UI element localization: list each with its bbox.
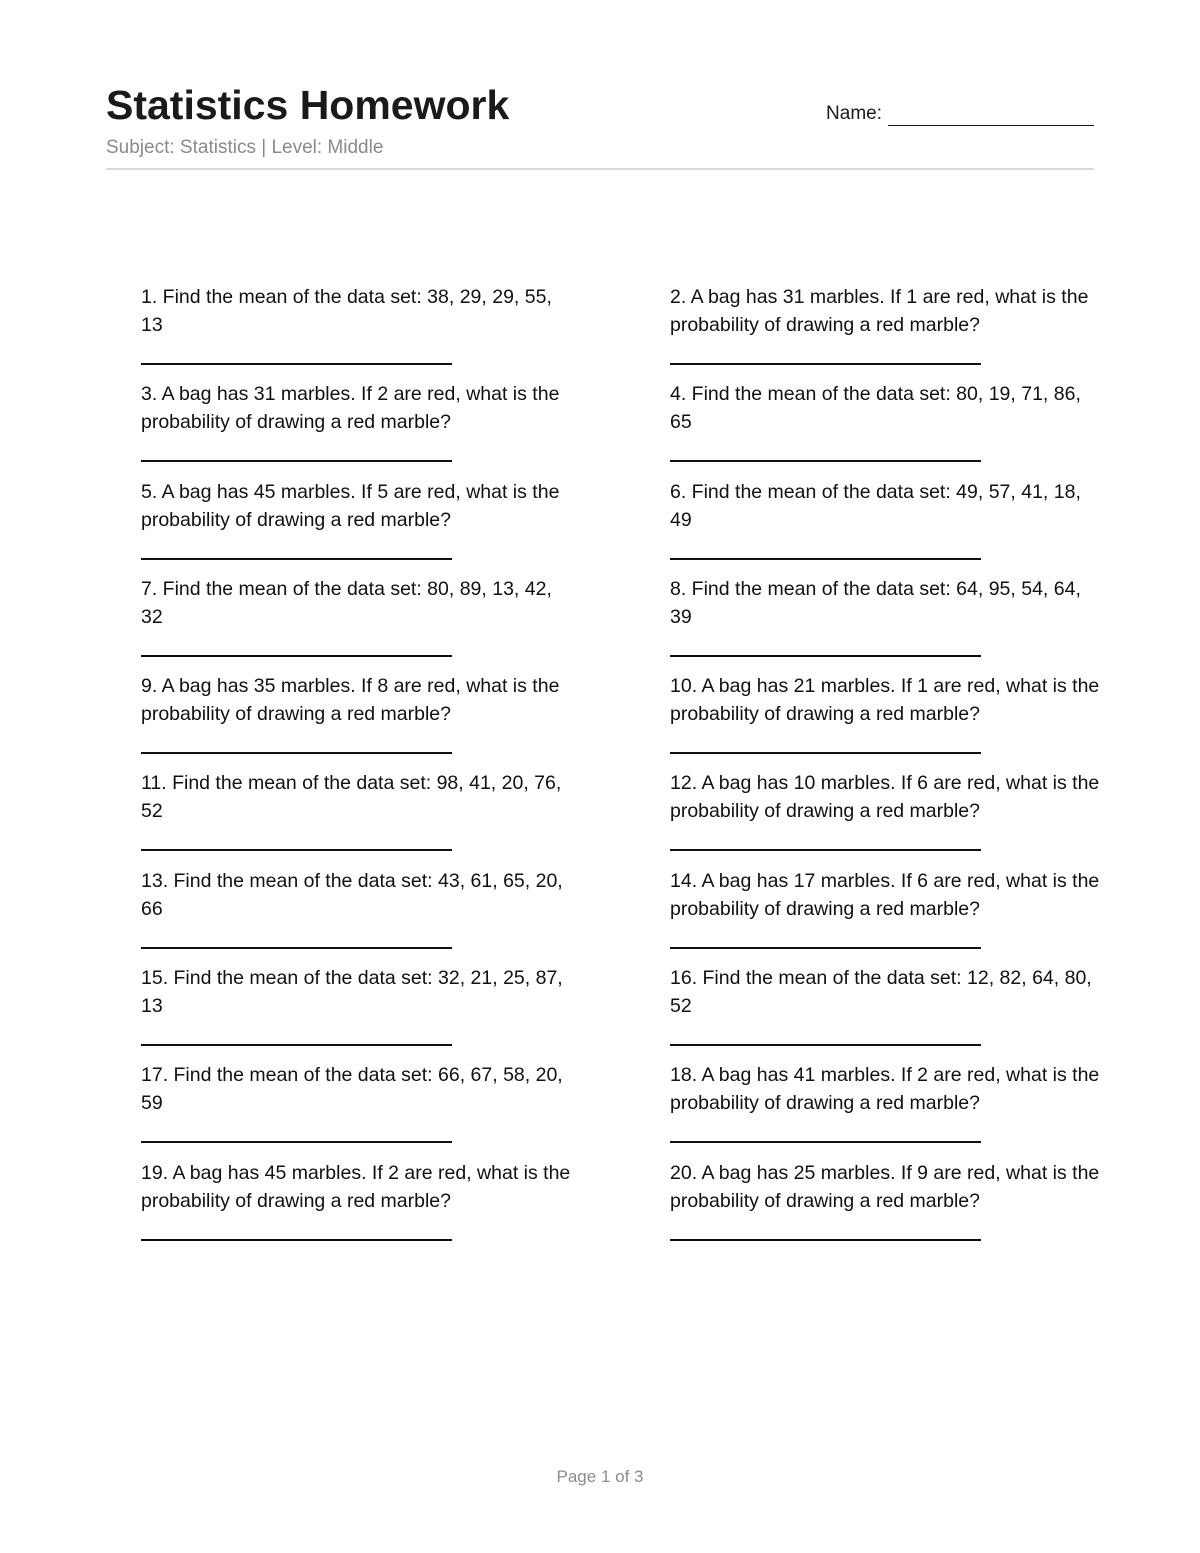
- question-item: [141, 867, 670, 964]
- answer-line[interactable]: [670, 947, 981, 949]
- page-title: Statistics Homework: [106, 82, 510, 128]
- question-grid: [141, 283, 1101, 1256]
- question-text: 17. Find the mean of the data set: 66, 67, 58, 20, 59: [141, 1064, 563, 1115]
- answer-line[interactable]: [141, 363, 452, 365]
- answer-line[interactable]: [141, 558, 452, 560]
- answer-line[interactable]: [141, 1141, 452, 1143]
- answer-line[interactable]: [670, 558, 981, 560]
- worksheet-header: [106, 80, 1094, 170]
- question-item: [670, 964, 1101, 1061]
- question-text: 11. Find the mean of the data set: 98, 41, 20, 76, 52: [141, 772, 562, 823]
- question-item: [670, 672, 1101, 769]
- question-text: 15. Find the mean of the data set: 32, 21, 25, 87, 13: [141, 967, 563, 1018]
- question-item: [141, 1061, 670, 1158]
- page-subtitle: Subject: Statistics | Level: Middle: [106, 137, 384, 158]
- answer-line[interactable]: [141, 849, 452, 851]
- question-item: [670, 283, 1101, 380]
- answer-line[interactable]: [670, 1239, 981, 1241]
- question-text: 20. A bag has 25 marbles. If 9 are red, what is the probability of drawing a red marble?: [670, 1161, 1100, 1212]
- question-item: [670, 380, 1101, 477]
- answer-line[interactable]: [141, 655, 452, 657]
- question-text: 7. Find the mean of the data set: 80, 89, 13, 42, 32: [141, 577, 552, 628]
- answer-line[interactable]: [141, 947, 452, 949]
- page-number: Page 1 of 3: [556, 1467, 644, 1486]
- question-item: [141, 575, 670, 672]
- question-item: [141, 769, 670, 866]
- question-item: [141, 283, 670, 380]
- question-item: [670, 769, 1101, 866]
- answer-line[interactable]: [670, 752, 981, 754]
- question-item: [670, 867, 1101, 964]
- question-text: 2. A bag has 31 marbles. If 1 are red, what is the probability of drawing a red marble?: [670, 286, 1089, 336]
- answer-line[interactable]: [670, 849, 981, 851]
- question-item: [670, 575, 1101, 672]
- question-text: 13. Find the mean of the data set: 43, 61, 65, 20, 66: [141, 869, 563, 920]
- answer-line[interactable]: [141, 1239, 452, 1241]
- answer-line[interactable]: [670, 363, 981, 365]
- question-text: 3. A bag has 31 marbles. If 2 are red, what is the probability of drawing a red marble?: [141, 383, 560, 434]
- name-blank-line[interactable]: [888, 105, 1094, 126]
- question-text: 10. A bag has 21 marbles. If 1 are red, what is the probability of drawing a red marble?: [670, 675, 1100, 726]
- answer-line[interactable]: [141, 752, 452, 754]
- question-item: [670, 1061, 1101, 1158]
- answer-line[interactable]: [670, 1141, 981, 1143]
- answer-line[interactable]: [670, 460, 981, 462]
- question-text: 6. Find the mean of the data set: 49, 57, 41, 18, 49: [670, 480, 1081, 531]
- question-text: 19. A bag has 45 marbles. If 2 are red, what is the probability of drawing a red marble?: [141, 1161, 571, 1212]
- name-label: Name:: [826, 103, 882, 124]
- answer-line[interactable]: [670, 655, 981, 657]
- question-text: 12. A bag has 10 marbles. If 6 are red, what is the probability of drawing a red marble?: [670, 772, 1100, 823]
- question-item: [141, 1159, 670, 1256]
- name-field-group: [826, 102, 1094, 126]
- question-text: 8. Find the mean of the data set: 64, 95, 54, 64, 39: [670, 577, 1081, 628]
- question-text: 16. Find the mean of the data set: 12, 82, 64, 80, 52: [670, 967, 1092, 1018]
- answer-line[interactable]: [141, 1044, 452, 1046]
- question-text: 5. A bag has 45 marbles. If 5 are red, what is the probability of drawing a red marble?: [141, 480, 560, 531]
- answer-line[interactable]: [141, 460, 452, 462]
- question-text: 9. A bag has 35 marbles. If 8 are red, what is the probability of drawing a red marble?: [141, 675, 560, 726]
- question-text: 1. Find the mean of the data set: 38, 29, 29, 55, 13: [141, 286, 552, 336]
- question-item: [670, 1159, 1101, 1256]
- answer-line[interactable]: [670, 1044, 981, 1046]
- question-item: [141, 380, 670, 477]
- question-item: [141, 478, 670, 575]
- question-item: [141, 964, 670, 1061]
- question-item: [141, 672, 670, 769]
- question-text: 4. Find the mean of the data set: 80, 19, 71, 86, 65: [670, 383, 1081, 434]
- question-text: 18. A bag has 41 marbles. If 2 are red, what is the probability of drawing a red marble?: [670, 1064, 1100, 1115]
- question-text: 14. A bag has 17 marbles. If 6 are red, what is the probability of drawing a red marble?: [670, 869, 1100, 920]
- question-item: [670, 478, 1101, 575]
